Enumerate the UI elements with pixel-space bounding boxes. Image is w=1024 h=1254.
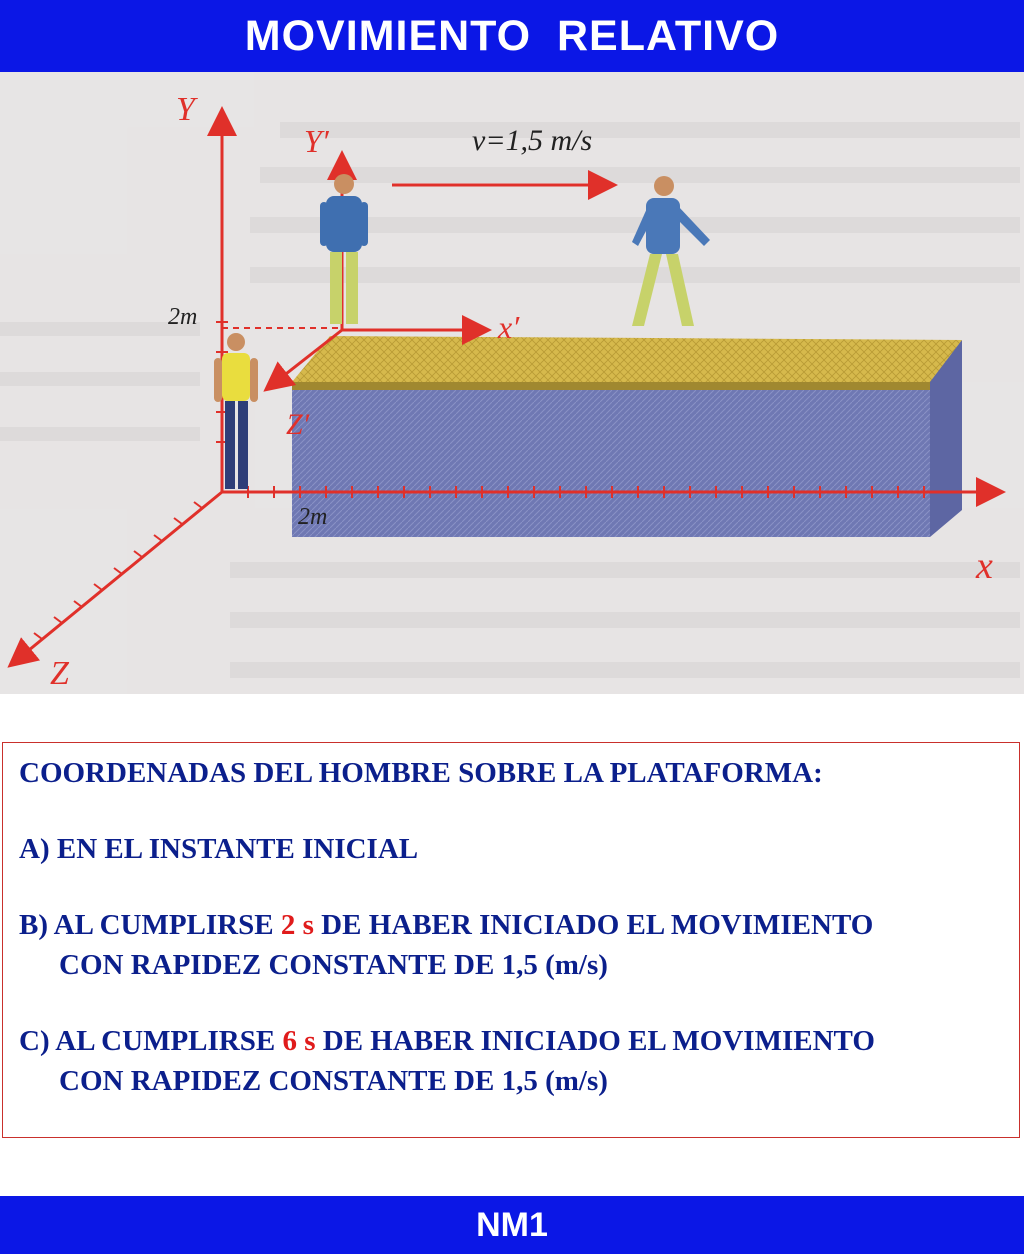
relative-motion-figure — [0, 72, 1024, 694]
question-heading: COORDENADAS DEL HOMBRE SOBRE LA PLATAFORMA: — [19, 757, 823, 789]
page-title: MOVIMIENTO RELATIVO — [244, 11, 780, 60]
axis-y-label: Y — [176, 91, 195, 128]
footer-bar — [0, 1196, 1024, 1254]
question-c-line2: CON RAPIDEZ CONSTANTE DE 1,5 (m/s) — [59, 1065, 608, 1097]
platform-block — [292, 336, 962, 537]
question-c-suffix: DE HABER INICIADO EL MOVIMIENTO — [315, 1025, 875, 1057]
question-b-prefix: B) AL CUMPLIRSE — [19, 909, 281, 941]
title-bar — [0, 0, 1024, 72]
figure-svg — [0, 72, 1024, 694]
axis-z-prime-label: Z′ — [286, 408, 310, 441]
axis-x-label: x — [976, 545, 993, 587]
question-b-time: 2 s — [280, 909, 314, 941]
question-c — [19, 1025, 875, 1058]
axis-x-prime-label: x′ — [498, 309, 520, 345]
axis-y-prime-label: Y′ — [304, 123, 329, 159]
distance-label: 2m — [298, 504, 328, 530]
velocity-label: v=1,5 m/s — [472, 124, 593, 157]
footer-label: NM1 — [476, 1205, 548, 1244]
height-label: 2m — [168, 304, 198, 330]
question-box — [2, 742, 1020, 1138]
question-b-line2: CON RAPIDEZ CONSTANTE DE 1,5 (m/s) — [59, 949, 608, 981]
question-b — [19, 909, 873, 942]
question-c-prefix: C) AL CUMPLIRSE — [19, 1025, 283, 1057]
question-b-suffix: DE HABER INICIADO EL MOVIMIENTO — [313, 909, 874, 941]
axis-z-label: Z — [50, 655, 69, 692]
question-c-time: 6 s — [282, 1025, 316, 1057]
question-a: A) EN EL INSTANTE INICIAL — [19, 833, 419, 865]
